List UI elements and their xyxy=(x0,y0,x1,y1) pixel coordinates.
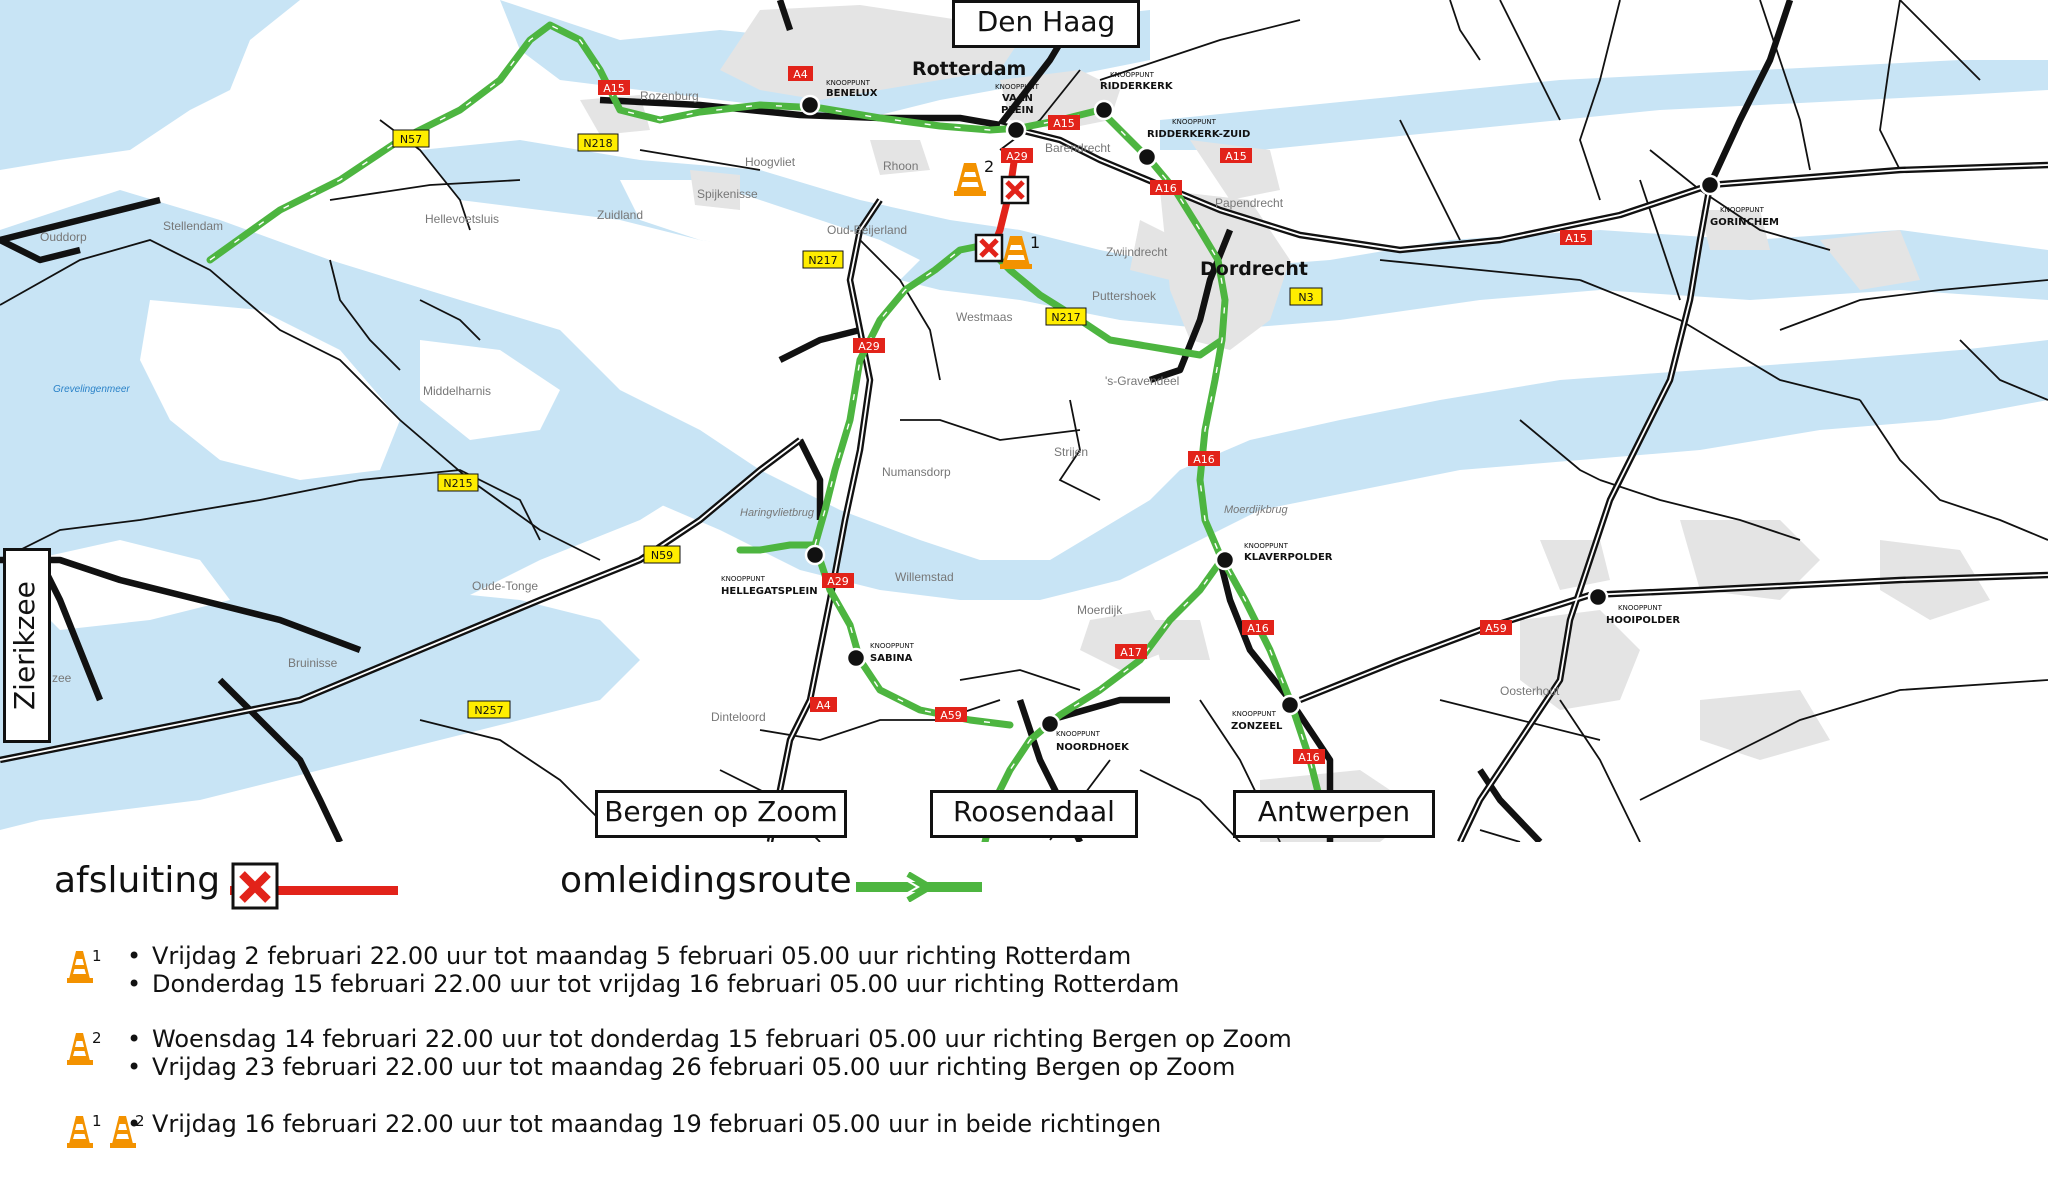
junction-hellegatsplein xyxy=(806,546,824,564)
place-spijkenisse: Spijkenisse xyxy=(697,187,758,201)
shield-a16: A16 xyxy=(1247,622,1269,635)
place-hellevoetsluis: Hellevoetsluis xyxy=(425,212,500,226)
junction-label-zonzeel: ZONZEEL xyxy=(1231,721,1283,732)
shield-n217: N217 xyxy=(1051,311,1081,324)
junction-ridderkerk-zuid xyxy=(1138,148,1156,166)
cone-1-number: 1 xyxy=(92,1112,102,1130)
knooppunt-prefix: KNOOPPUNT xyxy=(870,642,914,650)
destination-bergen-op-zoom: Bergen op Zoom xyxy=(595,790,847,838)
legend-detour-label: omleidingsroute xyxy=(560,860,852,901)
shield-a29: A29 xyxy=(827,575,849,588)
shield-a29: A29 xyxy=(858,340,880,353)
cone-1-icon xyxy=(64,1112,104,1152)
junction-vaanplein xyxy=(1007,121,1025,139)
junction-hooipolder xyxy=(1589,588,1607,606)
knooppunt-prefix: KNOOPPUNT xyxy=(1618,604,1662,612)
knooppunt-prefix: KNOOPPUNT xyxy=(1056,730,1100,738)
knooppunt-prefix: KNOOPPUNT xyxy=(1720,206,1764,214)
shield-a59: A59 xyxy=(1485,622,1507,635)
junction-label-hooipolder: HOOIPOLDER xyxy=(1606,615,1681,626)
note-line: • Vrijdag 16 februari 22.00 uur tot maandag 19 februari 05.00 uur in beide richtingen xyxy=(152,1110,1161,1138)
shield-a16: A16 xyxy=(1155,182,1177,195)
shield-n257: N257 xyxy=(474,704,504,717)
shield-a16: A16 xyxy=(1298,751,1320,764)
destination-den-haag: Den Haag xyxy=(952,0,1140,48)
legend-closure-label: afsluiting xyxy=(54,860,221,901)
place-zuidland: Zuidland xyxy=(597,208,644,222)
junction-zonzeel xyxy=(1281,696,1299,714)
knooppunt-prefix: KNOOPPUNT xyxy=(1232,710,1276,718)
junction-label-ridderkerk: RIDDERKERK xyxy=(1100,81,1173,92)
place-middelharnis: Middelharnis xyxy=(423,384,492,398)
place-dinteloord: Dinteloord xyxy=(711,710,766,724)
place-westmaas: Westmaas xyxy=(956,310,1013,324)
place-zwijndrecht: Zwijndrecht xyxy=(1106,245,1168,259)
place-oosterhout: Oosterhout xyxy=(1500,684,1560,698)
city-rotterdam: Rotterdam xyxy=(912,58,1027,80)
knooppunt-prefix: KNOOPPUNT xyxy=(995,83,1039,91)
legend-detour-icon xyxy=(856,872,986,902)
destination-roosendaal: Roosendaal xyxy=(930,790,1138,838)
note-line: • Donderdag 15 februari 22.00 uur tot vrijdag 16 februari 05.00 uur richting Rotterdam xyxy=(152,970,1179,998)
junction-label-benelux: BENELUX xyxy=(826,88,878,99)
legend-closure-icon xyxy=(230,860,400,910)
knooppunt-prefix: KNOOPPUNT xyxy=(1172,118,1216,126)
place-s-gravendeel: 's-Gravendeel xyxy=(1105,374,1180,388)
note-group-cone-2 xyxy=(0,1023,1300,1089)
destination-antwerpen: Antwerpen xyxy=(1233,790,1435,838)
place-numansdorp: Numansdorp xyxy=(882,465,951,479)
junction-gorinchem xyxy=(1701,176,1719,194)
shield-n215: N215 xyxy=(443,477,473,490)
closure-marker-2 xyxy=(1002,177,1028,203)
closure-marker-1 xyxy=(976,235,1002,261)
note-line: • Vrijdag 2 februari 22.00 uur tot maandag 5 februari 05.00 uur richting Rotterdam xyxy=(152,942,1131,970)
place-willemstad: Willemstad xyxy=(895,570,954,584)
junction-klaverpolder xyxy=(1216,551,1234,569)
shield-n217: N217 xyxy=(808,254,838,267)
place-strijen: Strijen xyxy=(1054,445,1089,459)
place-moerdijkbrug: Moerdijkbrug xyxy=(1224,504,1288,516)
place-puttershoek: Puttershoek xyxy=(1092,289,1157,303)
place-zierikzee-part: zee xyxy=(52,671,72,685)
knooppunt-prefix: KNOOPPUNT xyxy=(1110,71,1154,79)
place-hoogvliet: Hoogvliet xyxy=(745,155,796,169)
shield-n59: N59 xyxy=(650,549,674,562)
cone-1-icon xyxy=(64,947,104,987)
note-group-cone-1 xyxy=(0,940,1300,1006)
place-rhoon: Rhoon xyxy=(883,159,919,173)
shield-a29: A29 xyxy=(1006,150,1028,163)
note-line: • Vrijdag 23 februari 22.00 uur tot maandag 26 februari 05.00 uur richting Bergen op Zoom xyxy=(152,1053,1235,1081)
junction-label-ridderkerk-zuid: RIDDERKERK-ZUID xyxy=(1147,129,1251,140)
place-oud-beijerland: Oud-Beijerland xyxy=(827,223,908,237)
junction-ridderkerk xyxy=(1095,101,1113,119)
place-rozenburg: Rozenburg xyxy=(640,89,699,103)
shield-n57: N57 xyxy=(399,133,423,146)
shield-n3: N3 xyxy=(1298,291,1314,304)
junction-label-sabina: SABINA xyxy=(870,653,913,664)
cone-2-number: 2 xyxy=(984,157,995,176)
knooppunt-prefix: KNOOPPUNT xyxy=(721,575,765,583)
cone-1-number: 1 xyxy=(92,947,102,965)
shield-a59: A59 xyxy=(940,709,962,722)
shield-n218: N218 xyxy=(583,137,613,150)
place-barendrecht: Barendrecht xyxy=(1045,141,1111,155)
cone-2-number: 2 xyxy=(92,1029,102,1047)
knooppunt-prefix: KNOOPPUNT xyxy=(1244,542,1288,550)
shield-a4: A4 xyxy=(816,699,831,712)
place-oude-tonge: Oude-Tonge xyxy=(472,579,539,593)
shield-a15: A15 xyxy=(1565,232,1587,245)
destination-zierikzee: Zierikzee xyxy=(3,548,51,743)
knooppunt-prefix: KNOOPPUNT xyxy=(826,79,870,87)
cone-2-icon xyxy=(64,1029,104,1069)
junction-label-vaanplein-1: VAAN xyxy=(1002,93,1033,104)
junction-benelux xyxy=(801,96,819,114)
junction-label-vaanplein-2: PLEIN xyxy=(1001,105,1034,116)
city-dordrecht: Dordrecht xyxy=(1200,258,1308,280)
place-papendrecht: Papendrecht xyxy=(1215,196,1284,210)
cone-2-number: 2 xyxy=(135,1112,145,1130)
place-moerdijk: Moerdijk xyxy=(1077,603,1123,617)
cone-1-number: 1 xyxy=(1030,233,1041,252)
note-group-cone-1-2 xyxy=(0,1108,1300,1148)
place-haringvlietbrug: Haringvlietbrug xyxy=(740,507,814,519)
junction-label-hellegatsplein: HELLEGATSPLEIN xyxy=(721,586,818,597)
place-ouddorp: Ouddorp xyxy=(40,230,87,244)
shield-a15: A15 xyxy=(1225,150,1247,163)
shield-a16: A16 xyxy=(1193,453,1215,466)
water-grevelingenmeer: Grevelingenmeer xyxy=(53,384,130,395)
note-line: • Woensdag 14 februari 22.00 uur tot donderdag 15 februari 05.00 uur richting Bergen op Zoom xyxy=(152,1025,1292,1053)
place-stellendam: Stellendam xyxy=(163,219,224,233)
junction-sabina xyxy=(847,649,865,667)
shield-a4: A4 xyxy=(793,68,808,81)
junction-label-noordhoek: NOORDHOEK xyxy=(1056,742,1129,753)
place-bruinisse: Bruinisse xyxy=(288,656,338,670)
junction-label-gorinchem: GORINCHEM xyxy=(1710,217,1779,228)
junction-label-klaverpolder: KLAVERPOLDER xyxy=(1244,552,1333,563)
shield-a15: A15 xyxy=(603,82,625,95)
shield-a15: A15 xyxy=(1053,117,1075,130)
shield-a17: A17 xyxy=(1120,646,1142,659)
